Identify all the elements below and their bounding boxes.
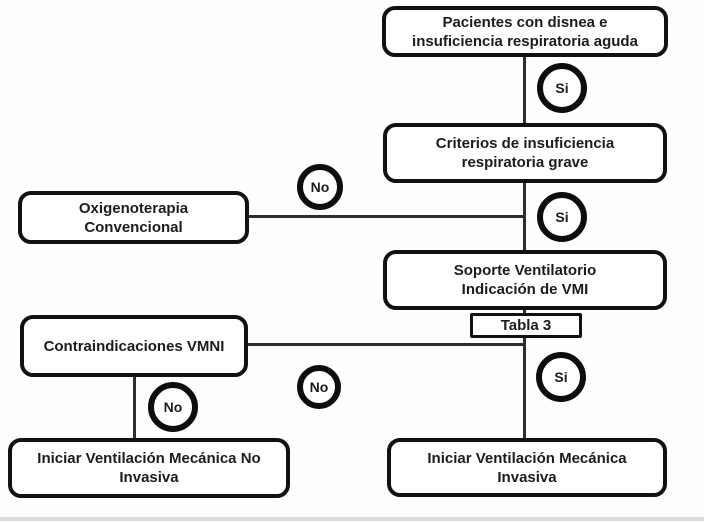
node-pacientes-disnea: [382, 6, 668, 57]
connector-criterios-to-oxigenoterapia: [247, 215, 526, 218]
decision-label: No: [310, 179, 330, 195]
decision-label: No: [163, 399, 183, 415]
connector-soporte-to-contraindicaciones: [246, 343, 526, 346]
node-text-line: Soporte Ventilatorio: [453, 262, 597, 279]
decision-circle-si-3: [536, 352, 586, 402]
decision-label: Si: [555, 209, 569, 225]
node-text-line: Invasiva: [119, 469, 179, 486]
footer-divider: [0, 517, 704, 521]
decision-circle-si-2: [537, 192, 587, 242]
node-text-line: Contraindicaciones VMNI: [43, 337, 225, 355]
tabla-3-label: Tabla 3: [500, 317, 552, 334]
node-text-line: Pacientes con disnea e: [442, 13, 608, 31]
decision-circle-si-1: [537, 63, 587, 113]
node-text-line: insuficiencia respiratoria aguda: [412, 32, 638, 50]
node-text-line: Invasiva: [497, 468, 557, 486]
node-text-line: Iniciar Ventilación Mecánica No: [37, 450, 261, 467]
node-oxigenoterapia-convencional: [18, 191, 249, 244]
node-criterios-insuficiencia: [383, 123, 667, 183]
node-text-line: Oxigenoterapia: [78, 199, 189, 217]
connector-pacientes-to-criterios: [523, 55, 526, 125]
decision-circle-no-3: [148, 382, 198, 432]
decision-label: Si: [555, 80, 569, 96]
node-text-line: Criterios de insuficiencia: [435, 135, 615, 152]
node-soporte-ventilatorio: [383, 250, 667, 310]
decision-circle-no-1: [297, 164, 343, 210]
node-text-line: Convencional: [84, 218, 183, 236]
decision-circle-no-2: [297, 365, 341, 409]
node-iniciar-ventilacion-no-invasiva: [8, 438, 290, 498]
decision-label: Si: [554, 369, 568, 385]
decision-label: No: [309, 379, 329, 395]
node-tabla-3-reference: [470, 313, 582, 338]
node-contraindicaciones-vmni: [20, 315, 248, 377]
connector-contraindicaciones-to-no-invasiva: [133, 375, 136, 440]
node-iniciar-ventilacion-invasiva: [387, 438, 667, 497]
node-text-line: respiratoria grave: [461, 154, 589, 171]
node-text-line: Iniciar Ventilación Mecánica: [427, 449, 627, 467]
node-text-line: Indicación de VMI: [461, 281, 589, 298]
